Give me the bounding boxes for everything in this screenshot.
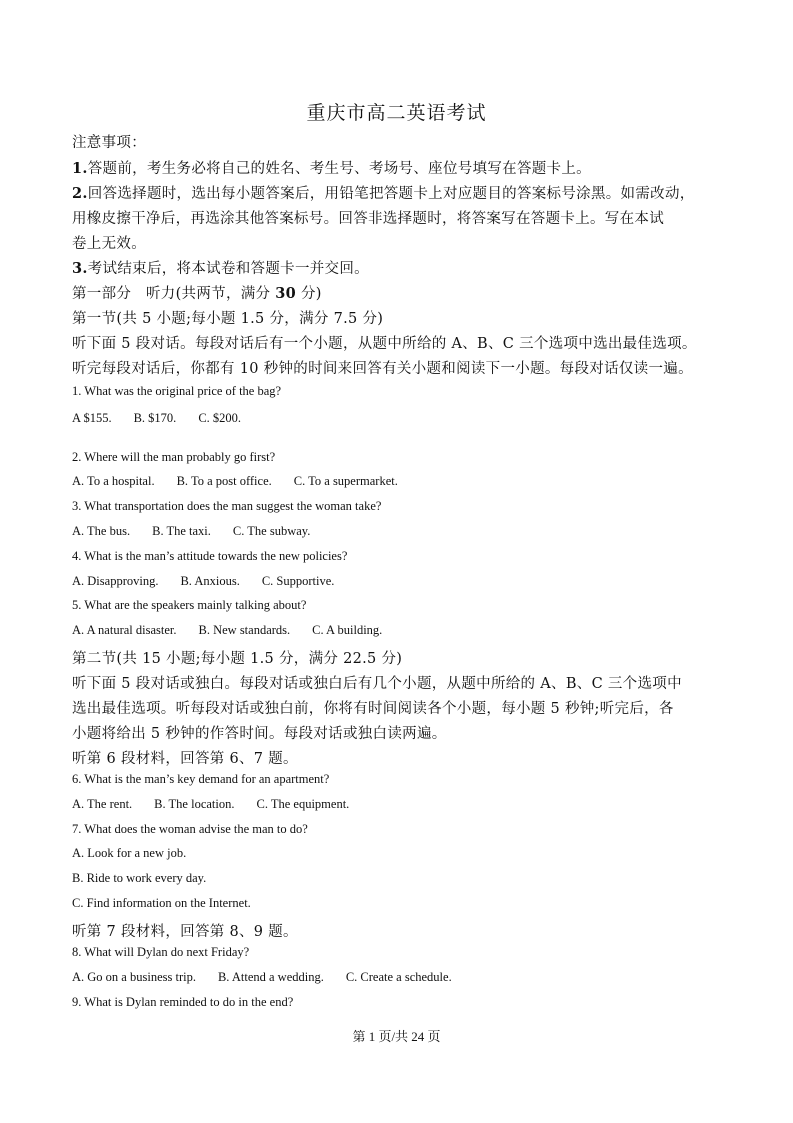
note-2: 2.回答选择题时，选出每小题答案后，用铅笔把答题卡上对应题目的答案标号涂黑。如需改动， xyxy=(72,185,695,202)
option-a: A. Look for a new job. xyxy=(72,846,187,860)
question-2-options xyxy=(72,474,420,489)
question-5: 5. What are the speakers mainly talking about? xyxy=(72,598,307,612)
question-3: 3. What transportation does the man suggest the woman take? xyxy=(72,499,382,513)
option-a: A. The rent. xyxy=(72,797,133,811)
option-c: C. Find information on the Internet. xyxy=(72,896,251,910)
section2-instruction: 听下面 5 段对话或独白。每段对话或独白后有几个小题，从题中所给的 A、B、C 三个选项中 xyxy=(72,676,682,692)
option-b: B. Attend a wedding. xyxy=(217,970,324,984)
section2-instruction-cont: 选出最佳选项。听每段对话或独白前，你将有时间阅读各个小题，每小题 5 秒钟;听完后，各 xyxy=(72,701,674,717)
option-b: B. $170. xyxy=(133,411,177,425)
question-1: 1. What was the original price of the bag? xyxy=(72,384,282,398)
option-c: C. A building. xyxy=(312,623,383,637)
note-2-cont: 用橡皮擦干净后，再选涂其他答案标号。回答非选择题时，将答案写在答题卡上。写在本试 xyxy=(72,211,664,227)
question-4: 4. What is the man’s attitude towards the new policies? xyxy=(72,549,348,563)
option-a: A. A natural disaster. xyxy=(72,623,177,637)
question-6-options xyxy=(72,797,371,812)
option-b: B. The taxi. xyxy=(152,524,211,538)
question-4-options xyxy=(72,574,356,589)
option-a: A. Go on a business trip. xyxy=(72,970,196,984)
question-8: 8. What will Dylan do next Friday? xyxy=(72,945,250,959)
option-b: B. New standards. xyxy=(198,623,291,637)
page-footer: 第 1 页/共 24 页 xyxy=(352,1029,441,1044)
note-1: 1.答题前，考生务必将自己的姓名、考生号、考场号、座位号填写在答题卡上。 xyxy=(72,160,591,177)
question-6: 6. What is the man’s key demand for an apartment? xyxy=(72,772,330,786)
option-b: B. Ride to work every day. xyxy=(72,871,207,885)
notes-heading: 注意事项： xyxy=(72,135,146,151)
option-c: C. The subway. xyxy=(232,524,311,538)
option-b: B. Anxious. xyxy=(180,574,240,588)
page-title: 重庆市高二英语考试 xyxy=(306,102,487,124)
material-7-heading: 听第 7 段材料，回答第 8、9 题。 xyxy=(72,924,298,940)
question-5-options xyxy=(72,623,404,638)
option-a: A $155. xyxy=(72,411,112,425)
option-c: C. The equipment. xyxy=(256,797,350,811)
material-6-heading: 听第 6 段材料，回答第 6、7 题。 xyxy=(72,751,298,767)
section2-heading: 第二节(共 15 小题;每小题 1.5 分，满分 22.5 分) xyxy=(72,651,403,667)
option-b: B. To a post office. xyxy=(176,474,272,488)
option-a: A. Disapproving. xyxy=(72,574,159,588)
question-7: 7. What does the woman advise the man to do? xyxy=(72,822,308,836)
question-8-options xyxy=(72,970,474,985)
option-a: A. The bus. xyxy=(72,524,131,538)
option-c: C. Create a schedule. xyxy=(345,970,452,984)
option-c: C. Supportive. xyxy=(261,574,335,588)
option-c: C. $200. xyxy=(198,411,242,425)
section1-heading: 第一节(共 5 小题;每小题 1.5 分，满分 7.5 分) xyxy=(72,311,384,327)
question-1-options xyxy=(72,411,263,426)
option-a: A. To a hospital. xyxy=(72,474,155,488)
option-c: C. To a supermarket. xyxy=(293,474,398,488)
question-3-options xyxy=(72,524,332,539)
section1-instruction-cont: 听完每段对话后，你都有 10 秒钟的时间来回答有关小题和阅读下一小题。每段对话仅读一遍。 xyxy=(72,361,693,377)
option-b: B. The location. xyxy=(154,797,235,811)
note-3: 3.考试结束后，将本试卷和答题卡一并交回。 xyxy=(72,260,369,277)
note-2-cont2: 卷上无效。 xyxy=(72,236,146,252)
part1-heading: 第一部分 听力(共两节，满分 30 分) xyxy=(72,285,322,302)
question-9: 9. What is Dylan reminded to do in the end? xyxy=(72,995,294,1009)
section1-instruction: 听下面 5 段对话。每段对话后有一个小题，从题中所给的 A、B、C 三个选项中选出最佳选项。 xyxy=(72,336,697,352)
section2-instruction-cont2: 小题将给出 5 秒钟的作答时间。每段对话或独白读两遍。 xyxy=(72,726,447,742)
question-2: 2. Where will the man probably go first? xyxy=(72,450,276,464)
